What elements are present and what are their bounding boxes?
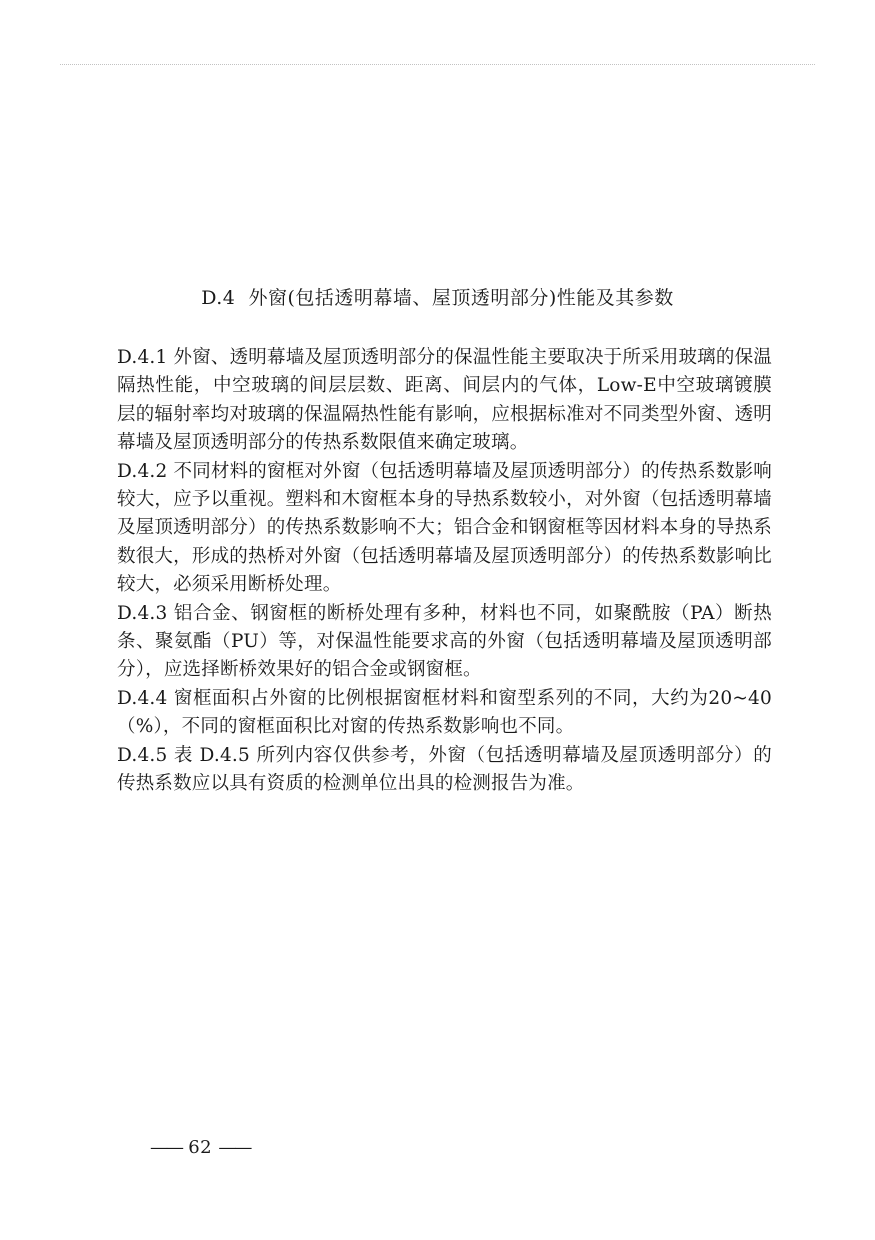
header-rule — [60, 64, 815, 65]
clause-d-4-2 — [117, 458, 772, 600]
clause-text: 铝合金、钢窗框的断桥处理有多种，材料也不同，如聚酰胺（PA）断热条、聚氨酯（PU）等，对保温性能要求高的外窗（包括透明幕墙及屋顶透明部分），应选择断桥效果好的铝合金或钢窗框。 — [117, 602, 772, 681]
dash-left: —— — [150, 1137, 182, 1158]
body-text — [117, 344, 772, 799]
page-number-value: 62 — [188, 1137, 213, 1158]
clause-d-4-5 — [117, 742, 772, 799]
clause-d-4-1 — [117, 344, 772, 458]
clause-number: D.4.5 — [117, 744, 168, 766]
section-title: 外窗(包括透明幕墙、屋顶透明部分)性能及其参数 — [248, 287, 674, 309]
clause-text: 窗框面积占外窗的比例根据窗框材料和窗型系列的不同，大约为20~40（%），不同的窗框面积比对窗的传热系数影响也不同。 — [117, 687, 772, 738]
clause-text: 不同材料的窗框对外窗（包括透明幕墙及屋顶透明部分）的传热系数影响较大，应予以重视。塑料和木窗框本身的导热系数较小，对外窗（包括透明幕墙及屋顶透明部分）的传热系数影响不大；铝合金和钢窗框等因材料本身的导热系数很大，形成的热桥对外窗（包括透明幕墙及屋顶透明部分）的传热系数影响比较大，必须采用断桥处理。 — [117, 460, 772, 596]
page-number — [150, 1137, 250, 1158]
dash-right: —— — [218, 1137, 251, 1158]
clause-number: D.4.3 — [117, 602, 168, 624]
clause-number: D.4.4 — [117, 687, 168, 709]
clause-number: D.4.2 — [117, 460, 168, 482]
clause-number: D.4.1 — [117, 347, 168, 368]
clause-d-4-3 — [117, 600, 772, 685]
section-number: D.4 — [201, 287, 236, 309]
clause-text: 外窗、透明幕墙及屋顶透明部分的保温性能主要取决于所采用玻璃的保温隔热性能，中空玻璃的间层层数、距离、间层内的气体，Low-E中空玻璃镀膜层的辐射率均对玻璃的保温隔热性能有影响，应根据标准对不同类型外窗、透明幕墙及屋顶透明部分的传热系数限值来确定玻璃。 — [117, 347, 772, 454]
clause-d-4-4 — [117, 685, 772, 742]
clause-text: 表 D.4.5 所列内容仅供参考，外窗（包括透明幕墙及屋顶透明部分）的传热系数应以具有资质的检测单位出具的检测报告为准。 — [117, 744, 772, 795]
section-heading — [0, 283, 875, 310]
